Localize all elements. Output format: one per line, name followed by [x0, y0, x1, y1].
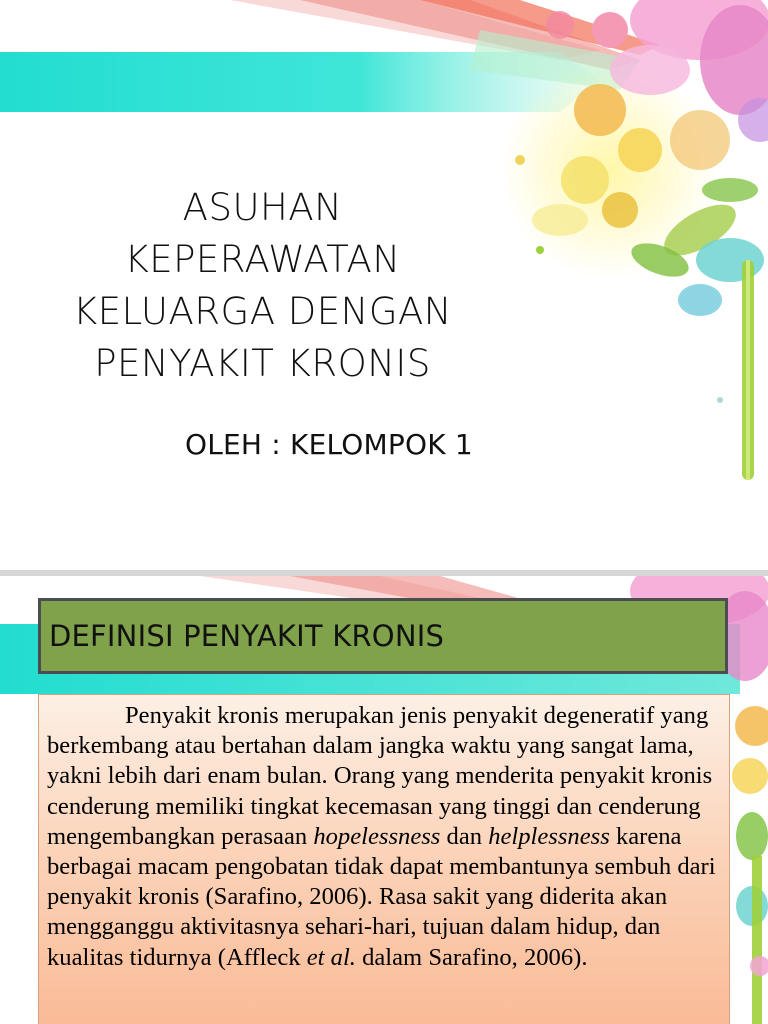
slide-title: [40, 182, 485, 390]
definition-textbox: [38, 694, 730, 1024]
definition-paragraph: [47, 701, 719, 973]
italic-term: et al.: [306, 943, 356, 971]
title-line: PENYAKIT KRONIS: [94, 342, 431, 385]
title-line: ASUHAN: [182, 186, 343, 229]
section-heading-box: [38, 598, 728, 674]
slide-subtitle: OLEH : KELOMPOK 1: [185, 428, 473, 461]
paragraph-text: karena berbagai macam pengobatan tidak dapat membantunya sembuh dari penyakit kronis (Sarafino, 2006). Rasa sakit yang diderita akan mengganggu aktivitasnya sehari-hari, tujuan dalam hidup, dan kualitas tidurnya (Affleck: [47, 822, 716, 971]
title-line: KELUARGA DENGAN: [73, 290, 452, 333]
italic-term: helplessness: [488, 822, 610, 850]
title-line: KEPERAWATAN: [124, 238, 401, 281]
paragraph-text: dan: [440, 822, 489, 850]
italic-term: hopelessness: [313, 822, 441, 850]
paragraph-text: dalam Sarafino, 2006).: [355, 943, 588, 971]
section-heading: DEFINISI PENYAKIT KRONIS: [49, 619, 445, 653]
paragraph-text: Penyakit kronis merupakan jenis penyakit degeneratif yang berkembang atau bertahan dalam jangka waktu yang sangat lama, yakni lebih dari enam bulan. Orang yang menderita penyakit kronis cenderung memiliki tingkat kecemasan yang tinggi dan cenderung mengembangkan perasaan: [47, 702, 713, 850]
definition-slide: [0, 576, 768, 1024]
